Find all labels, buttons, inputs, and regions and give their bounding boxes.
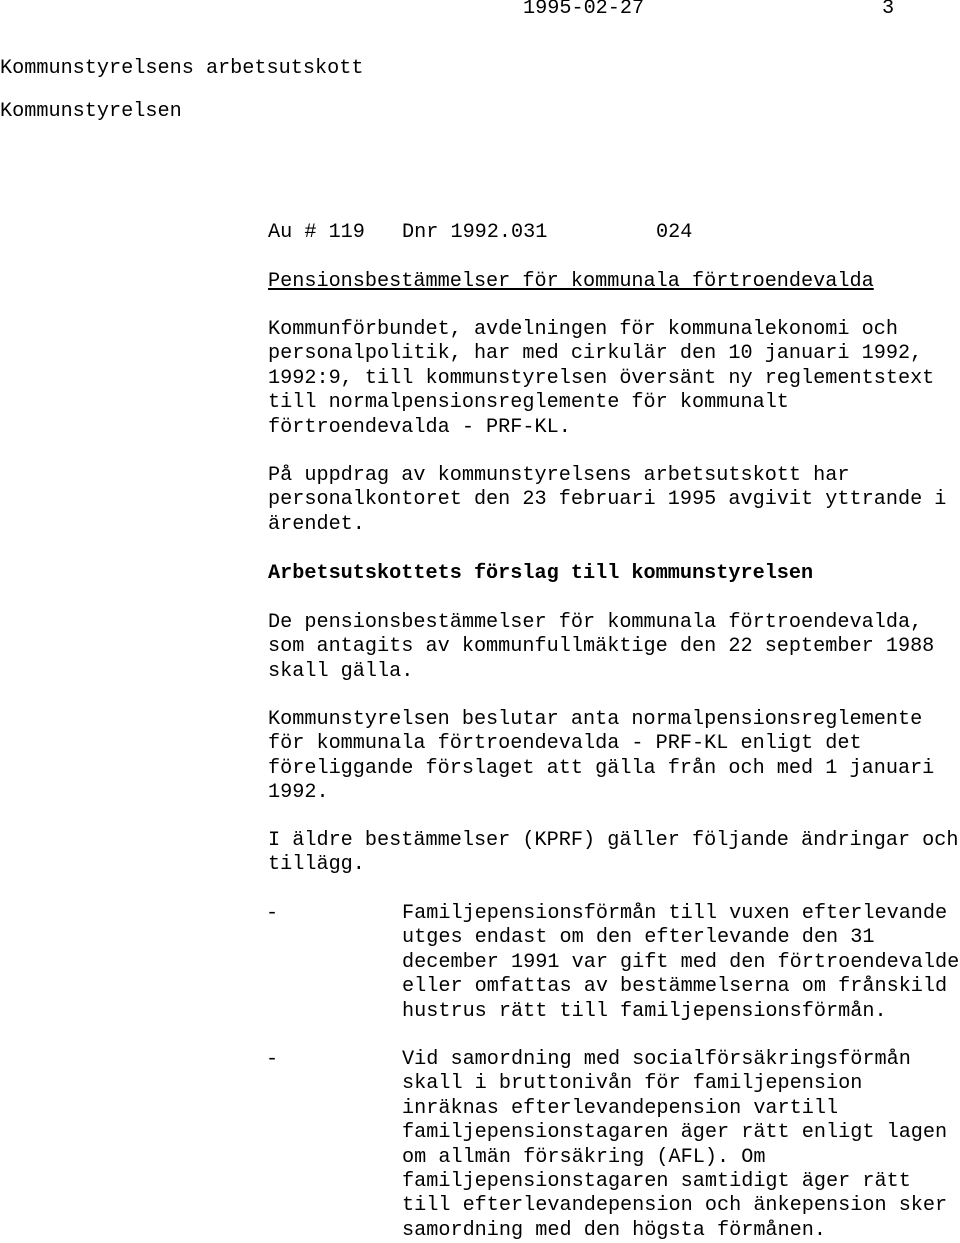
document-date: 1995-02-27 bbox=[523, 0, 645, 20]
bullet-text: Vid samordning med socialförsäkringsförmån skall i bruttonivån för familjepension inräknas efterlevandepension vartill familjepensionstagaren äger rätt enligt lagen om allmän försäkring (AFL). Om familjepensionstagaren samtidigt äger rätt till efterlevandepension och änkepension sker samordning med den högsta förmånen. bbox=[402, 1048, 948, 1242]
board-name: Kommunstyrelsen bbox=[0, 100, 182, 123]
diary-number: Dnr 1992.031 bbox=[402, 221, 548, 244]
reference-line bbox=[268, 221, 692, 245]
bullet-text: Familjepensionsförmån till vuxen efterlevande utges endast om den efterlevande den 31 december 1991 var gift med den förtroendevalde eller omfattas av bestämmelserna om frånskild hustrus rätt till familjepensionsförmån. bbox=[402, 902, 960, 1023]
archive-code: 024 bbox=[656, 221, 693, 244]
paragraph-amendments-intro: I äldre bestämmelser (KPRF) gäller följande ändringar och tillägg. bbox=[268, 829, 959, 877]
paragraph-number: Au # 119 bbox=[268, 221, 365, 244]
page-number: 3 bbox=[882, 0, 895, 20]
paragraph-proposal-1: De pensionsbestämmelser för kommunala förtroendevalda, som antagits av kommunfullmäktige den 22 september 1988 skall gälla. bbox=[268, 611, 935, 683]
paragraph-proposal-2: Kommunstyrelsen beslutar anta normalpensionsreglemente för kommunala förtroendevalda - PRF-KL enligt det föreliggande förslaget att gälla från och med 1 januari 1992. bbox=[268, 708, 935, 805]
matter-title: Pensionsbestämmelser för kommunala förtroendevalda bbox=[268, 270, 874, 293]
committee-name: Kommunstyrelsens arbetsutskott bbox=[0, 57, 364, 80]
paragraph-background: Kommunförbundet, avdelningen för kommunalekonomi och personalpolitik, har med cirkulär den 10 januari 1992, 1992:9, till kommunstyrelsen översänt ny reglementstext till normalpensionsreglemente för kommunalt förtroendevalda - PRF-KL. bbox=[268, 318, 935, 439]
paragraph-assignment: På uppdrag av kommunstyrelsens arbetsutskott har personalkontoret den 23 februari 1995 avgivit yttrande i ärendet. bbox=[268, 464, 947, 536]
bullet-dash: - bbox=[266, 1048, 279, 1071]
bullet-dash: - bbox=[266, 902, 279, 925]
section-heading: Arbetsutskottets förslag till kommunstyrelsen bbox=[268, 562, 814, 585]
